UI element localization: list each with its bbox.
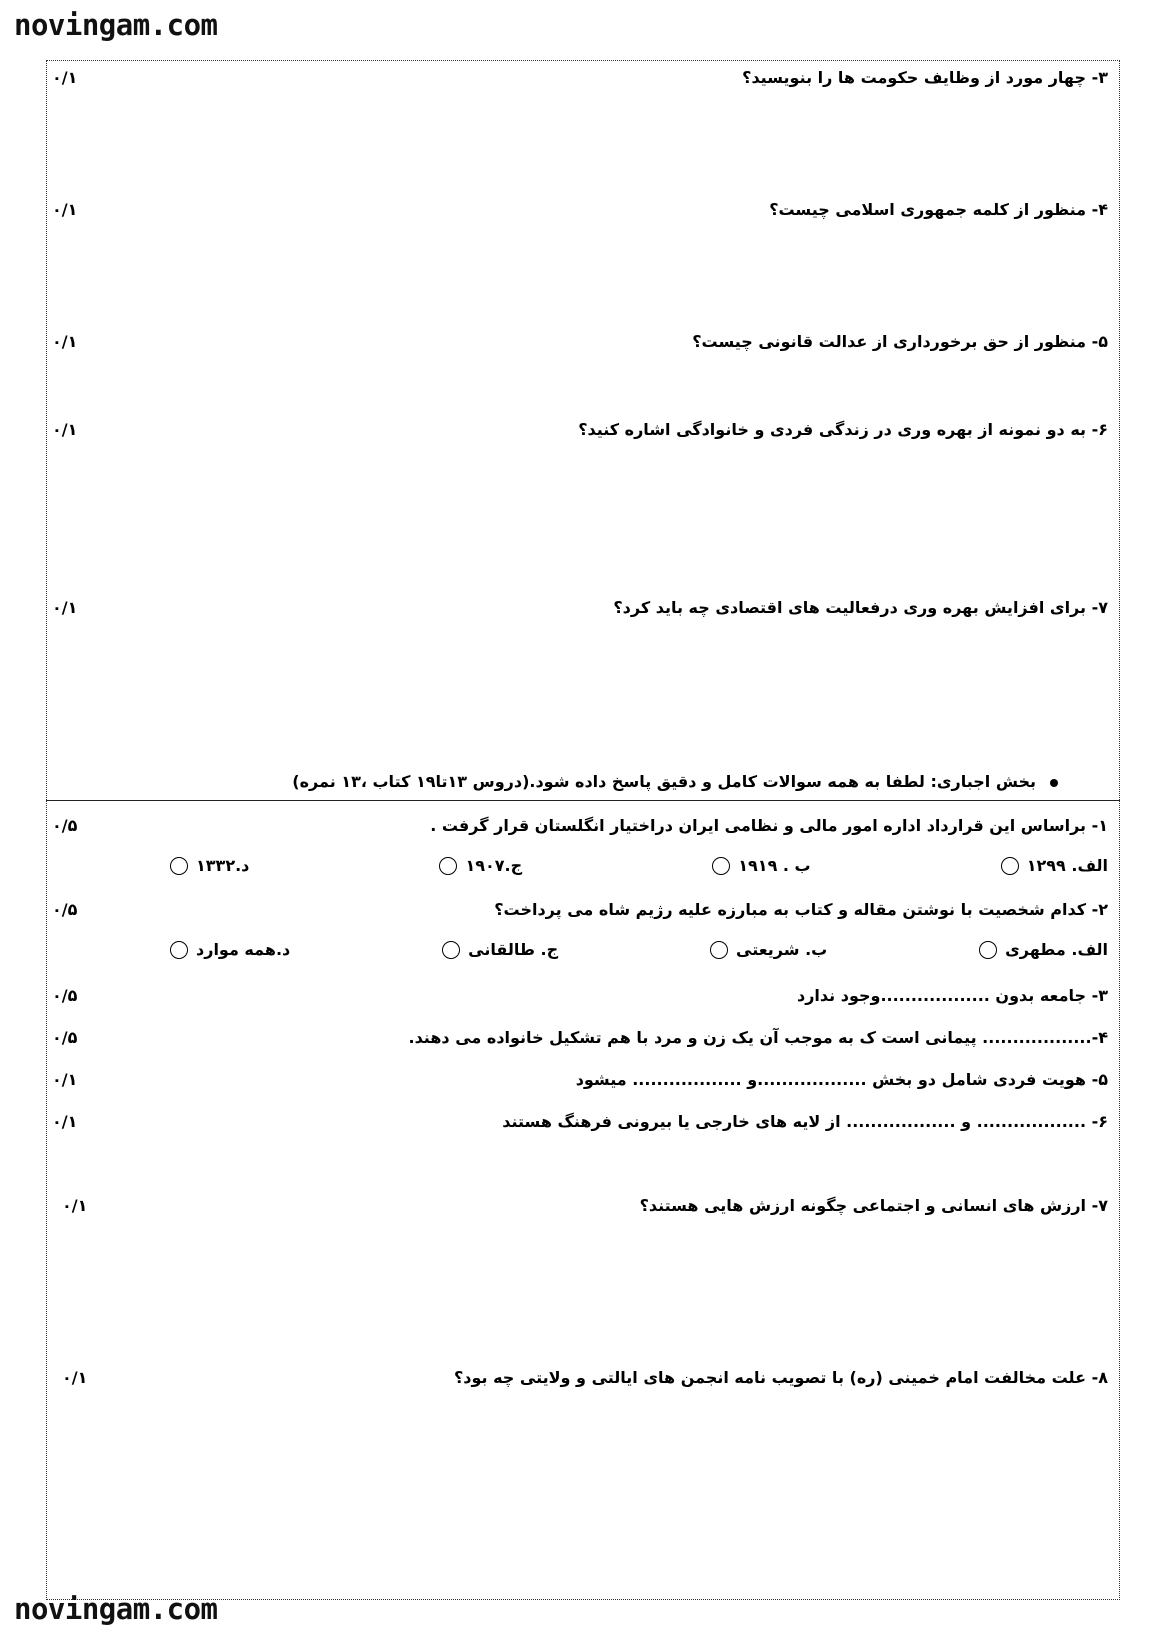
fill-question-6: ۶- .................. و .................. از لایه های خارجی یا بیرونی فرهنگ هستند: [502, 1112, 1108, 1131]
option-jim[interactable]: [442, 940, 558, 959]
radio-icon[interactable]: [439, 857, 457, 875]
option-label: ج. طالقانی: [468, 940, 559, 959]
question-5: ۵- منظور از حق برخورداری از عدالت قانونی چیست؟: [692, 332, 1108, 351]
score-q6: ۰/۱: [52, 420, 78, 439]
question-3: ۳- چهار مورد از وظایف حکومت ها را بنویسید؟: [742, 68, 1108, 87]
question-7-part2: ۷- ارزش های انسانی و اجتماعی چگونه ارزش هایی هستند؟: [639, 1196, 1108, 1215]
option-label: د.۱۳۳۲: [196, 856, 250, 875]
bullet-icon: [1050, 779, 1058, 787]
score-q7: ۰/۱: [52, 598, 78, 617]
mc-question-1: ۱- براساس این قرارداد اداره امور مالی و نظامی ایران دراختیار انگلستان قرار گرفت .: [430, 816, 1108, 835]
watermark-top: novingam.com: [14, 8, 218, 42]
watermark-bottom: novingam.com: [14, 1592, 218, 1626]
score-part2-q7: ۰/۱: [62, 1196, 88, 1215]
option-label: ب . ۱۹۱۹: [738, 856, 811, 875]
score-mc2: ۰/۵: [52, 900, 78, 919]
option-label: الف. ۱۲۹۹: [1026, 856, 1108, 875]
question-4: ۴- منظور از کلمه جمهوری اسلامی چیست؟: [769, 200, 1108, 219]
section-header-text: بخش اجباری: لطفا به همه سوالات کامل و دقیق پاسخ داده شود.(دروس ۱۳تا۱۹ کتاب ،۱۳ نمره): [292, 772, 1036, 791]
radio-icon[interactable]: [170, 941, 188, 959]
fill-question-5: ۵- هویت فردی شامل دو بخش ..................و .................. میشود: [575, 1070, 1108, 1089]
option-label: الف. مطهری: [1005, 940, 1108, 959]
mc-question-2: ۲- کدام شخصیت با نوشتن مقاله و کتاب به مبارزه علیه رژیم شاه می پرداخت؟: [494, 900, 1108, 919]
option-label: ب. شریعتی: [736, 940, 828, 959]
question-8-part2: ۸- علت مخالفت امام خمینی (ره) با تصویب نامه انجمن های ایالتی و ولایتی چه بود؟: [453, 1368, 1108, 1387]
option-dal[interactable]: [170, 856, 249, 875]
option-be[interactable]: [710, 940, 827, 959]
score-fill3: ۰/۵: [52, 986, 78, 1005]
option-label: د.همه موارد: [196, 940, 291, 959]
mc-options-2: [170, 940, 1108, 959]
score-mc1: ۰/۵: [52, 816, 78, 835]
question-6: ۶- به دو نمونه از بهره وری در زندگی فردی و خانوادگی اشاره کنید؟: [578, 420, 1108, 439]
radio-icon[interactable]: [1001, 857, 1019, 875]
score-fill4: ۰/۵: [52, 1028, 78, 1047]
fill-question-3: ۳- جامعه بدون ..................وجود ندارد: [797, 986, 1108, 1005]
section-divider: [46, 800, 1120, 801]
option-dal[interactable]: [170, 940, 290, 959]
score-fill6: ۰/۱: [52, 1112, 78, 1131]
score-part2-q8: ۰/۱: [62, 1368, 88, 1387]
option-be[interactable]: [712, 856, 810, 875]
mc-options-1: [170, 856, 1108, 875]
radio-icon[interactable]: [979, 941, 997, 959]
question-7: ۷- برای افزایش بهره وری درفعالیت های اقتصادی چه باید کرد؟: [613, 598, 1108, 617]
score-q4: ۰/۱: [52, 200, 78, 219]
fill-question-4: ۴-.................. پیمانی است ک به موجب آن یک زن و مرد با هم تشکیل خانواده می دهند.: [408, 1028, 1108, 1047]
option-alef[interactable]: [979, 940, 1108, 959]
option-alef[interactable]: [1001, 856, 1108, 875]
score-q3: ۰/۱: [52, 68, 78, 87]
section-header: [292, 772, 1058, 791]
radio-icon[interactable]: [710, 941, 728, 959]
score-fill5: ۰/۱: [52, 1070, 78, 1089]
radio-icon[interactable]: [712, 857, 730, 875]
radio-icon[interactable]: [442, 941, 460, 959]
option-label: ج.۱۹۰۷: [465, 856, 523, 875]
score-q5: ۰/۱: [52, 332, 78, 351]
radio-icon[interactable]: [170, 857, 188, 875]
option-jim[interactable]: [439, 856, 522, 875]
